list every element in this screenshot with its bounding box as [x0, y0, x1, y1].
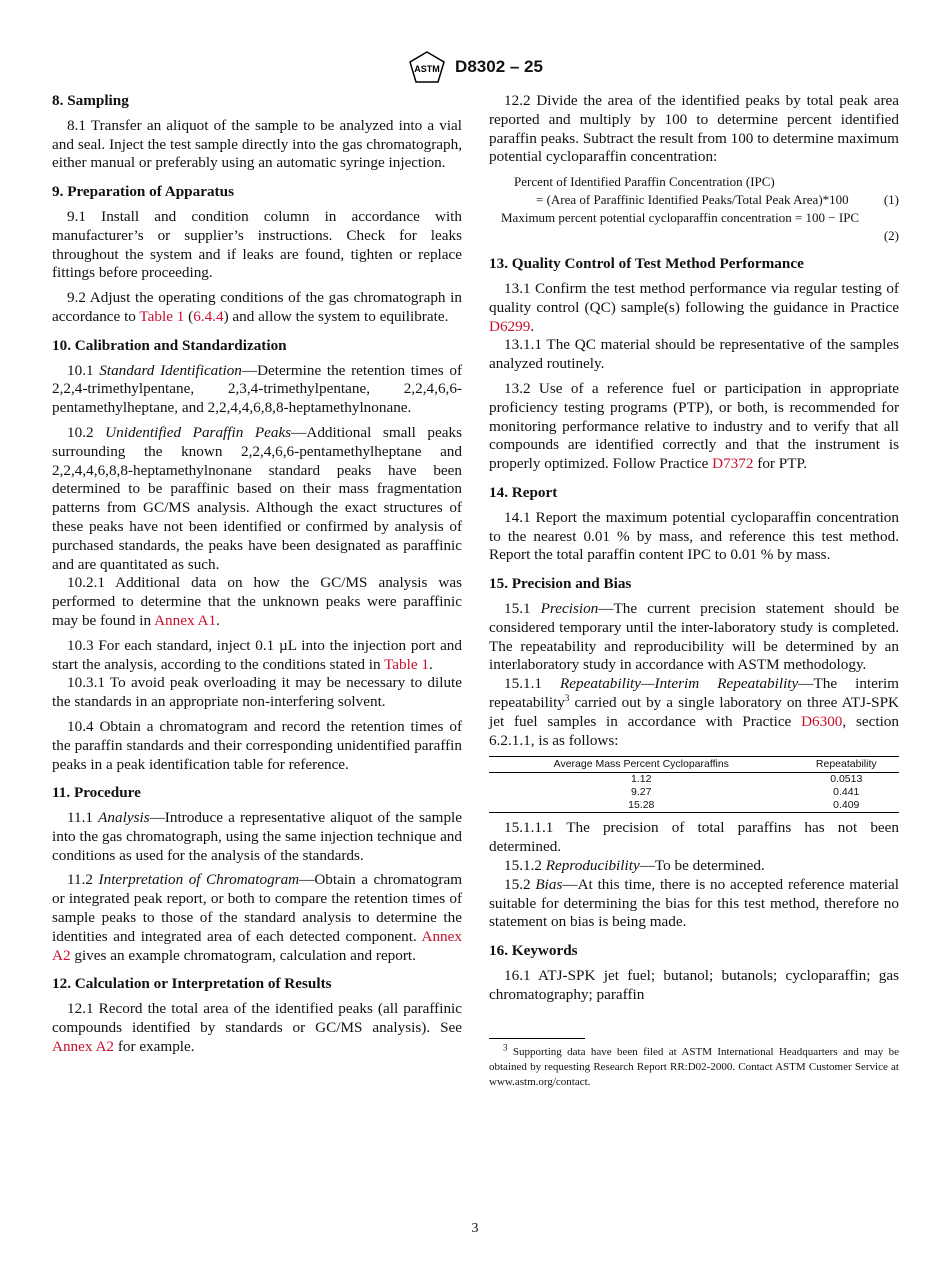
paragraph: 9.2 Adjust the operating conditions of the gas chromatograph in accordance to Table 1 (6.4.4) and allow the system to equilibrate. — [52, 289, 462, 325]
equation-1: = (Area of Paraffinic Identified Peaks/Total Peak Area)*100 (1) — [536, 192, 899, 208]
table-header: Average Mass Percent Cycloparaffins — [489, 757, 794, 773]
equation-2-number: (2) — [883, 228, 899, 244]
table-row: 15.28 0.409 — [489, 799, 899, 813]
paragraph: 14.1 Report the maximum potential cycloparaffin concentration to the nearest 0.01 % by mass, and reference this test method. Report the total paraffin content IPC to 0.01 % by mass. — [489, 508, 899, 564]
d6300-link[interactable]: D6300 — [801, 712, 843, 730]
page-number: 3 — [471, 1221, 479, 1236]
paragraph: 15.1 Precision—The current precision statement should be considered temporary until the inter-laboratory study is completed. The repeatability and reproducibility will be determined by an interlaboratory study in accordance with ASTM methodology. — [489, 599, 900, 674]
section-heading: 8. Sampling — [52, 92, 129, 109]
paragraph: 15.1.2 Reproducibility—To be determined. — [504, 856, 765, 874]
section-heading: 15. Precision and Bias — [489, 575, 632, 593]
table-row: 9.27 0.441 — [631, 786, 860, 799]
section-heading: 13. Quality Control of Test Method Performance — [489, 255, 804, 273]
paragraph: 11.1 Analysis—Introduce a representative aliquot of the sample into the gas chromatograph, using the same injection technique and conditions as used for the analysis of the standards. — [52, 809, 463, 864]
paragraph: 10.3.1 To avoid peak overloading it may be necessary to dilute the standards in an appropriate non-interfering solvent. — [52, 674, 462, 711]
paragraph: 13.1 Confirm the test method performance via regular testing of quality control (QC) sample(s) following the guidance in Practice D6299. — [489, 279, 899, 335]
document-designation: D8302 – 25 — [455, 57, 543, 76]
paragraph: 13.2 Use of a reference fuel or participation in appropriate proficiency testing programs (PTP), or both, is recommended for monitoring performance relative to industry and to verify that all compounds are identified correctly and that the instrument is properly optimized. Follow Practice D7372 for PTP. — [489, 379, 899, 473]
section-heading: 10. Calibration and Standardization — [52, 336, 287, 354]
section-heading: 9. Preparation of Apparatus — [52, 183, 234, 201]
paragraph: 15.2 Bias—At this time, there is no accepted reference material suitable for determining the bias for this test method, therefore no statement on bias is being made. — [489, 875, 899, 931]
table-1-link[interactable]: Table 1 — [384, 655, 429, 673]
equation-2: Maximum percent potential cycloparaffin concentration = 100 − IPC — [501, 210, 860, 226]
left-column — [52, 92, 462, 1063]
equation-block — [489, 173, 899, 245]
paragraph: 10.2 Unidentified Paraffin Peaks—Additional small peaks surrounding the known 2,2,4,6,6-pentamethylheptane and 2,2,4,4,6,8,8-heptamethylnonane standard peaks have been determined to be paraffinic based on their mass fragmentation patterns from GC/MS analysis. Although the exact structures of these peaks have not been identified or confirmed by analysis of purchased standards, the peaks have been designated as paraffinic and are quantitated as such. — [52, 423, 462, 573]
section-heading: 16. Keywords — [489, 942, 578, 960]
footnote-divider — [489, 1038, 585, 1039]
svg-text:ASTM: ASTM — [414, 64, 440, 74]
repeatability-table — [489, 756, 899, 813]
table-1-link[interactable]: Table 1 — [139, 307, 185, 325]
footnote: $^3$ Supporting data have been filed at ASTM International Headquarters and may be obtained by requesting Research Report RR:D02-2000. Contact ASTM Customer Service at www.astm.org/contact. — [489, 1042, 899, 1089]
paragraph: 8.1 Transfer an aliquot of the sample to be analyzed into a vial and seal. Inject the test sample directly into the gas chromatograph, either manual or preferably using an automatic syringe injection. — [52, 116, 462, 172]
section-heading: 11. Procedure — [52, 784, 141, 802]
annex-a2-link[interactable]: Annex A2 — [52, 927, 462, 964]
annex-a2-link[interactable]: Annex A2 — [52, 1037, 115, 1055]
right-column — [489, 92, 899, 1090]
paragraph: 10.2.1 Additional data on how the GC/MS analysis was performed to determine that the unknown peaks were paraffinic may be found in Annex A1. — [52, 574, 462, 629]
annex-a1-link[interactable]: Annex A1 — [154, 611, 217, 629]
paragraph: 15.1.1 Repeatability—Interim Repeatability—The interim repeatability$^3$ carried out by a single laboratory on three ATJ-SPK jet fuel samples in accordance with Practice D6300, section 6.2.1.1, is as follows: — [489, 675, 899, 749]
paragraph: 15.1.1.1 The precision of total paraffins has not been determined. — [489, 819, 899, 856]
section-heading: 14. Report — [489, 483, 558, 501]
d7372-link[interactable]: D7372 — [712, 455, 754, 473]
paragraph: 10.4 Obtain a chromatogram and record the retention times of the paraffin standards and their corresponding unidentified paraffin peaks in a peak identification table for reference. — [52, 717, 462, 773]
section-heading: 12. Calculation or Interpretation of Results — [52, 975, 332, 993]
paragraph: 10.1 Standard Identification—Determine the retention times of 2,2,4-trimethylpentane, 2,3,4-trimethylpentane, 2,2,4,6,6-pentamethylheptane, and 2,2,4,4,6,8,8-heptamethylnonane. — [52, 361, 462, 417]
d6299-link[interactable]: D6299 — [489, 317, 531, 335]
paragraph: 16.1 ATJ-SPK jet fuel; butanol; butanols; cycloparaffin; gas chromatography; paraffin — [489, 966, 899, 1003]
equation-1-label: Percent of Identified Paraffin Concentration (IPC) — [514, 174, 775, 190]
paragraph: 9.1 Install and condition column in accordance with manufacturer’s or supplier’s instructions. Check for leaks throughout the system and if leaks are found, tighten or replace fittings before proceeding. — [52, 207, 462, 282]
table-header: Repeatability — [794, 757, 899, 773]
paragraph: 13.1.1 The QC material should be representative of the samples analyzed routinely. — [489, 336, 899, 373]
paragraph: 12.1 Record the total area of the identified peaks (all paraffinic compounds identified by standards or GC/MS analysis). See Annex A2 for example. — [52, 1000, 462, 1055]
astm-logo-icon — [407, 50, 447, 84]
paragraph: 10.3 For each standard, inject 0.1 µL into the injection port and start the analysis, according to the conditions stated in Table 1. — [52, 636, 462, 673]
page-header — [0, 50, 950, 86]
table-row: 1.12 0.0513 — [631, 773, 863, 786]
paragraph: 11.2 Interpretation of Chromatogram—Obtain a chromatogram or integrated peak report, or both to compare the retention times of sample peaks to those of the standard analysis to determine the identities and integrated area of each detected component. Annex A2 gives an example chromatogram, calculation and report. — [52, 871, 463, 964]
paragraph: 12.2 Divide the area of the identified peaks by total peak area reported and multiply by 100 to determine percent identified paraffin peaks. Subtract the result from 100 to determine maximum potential cycloparaffin concentration: — [489, 92, 899, 166]
section-6-4-4-link[interactable]: 6.4.4 — [193, 307, 224, 325]
